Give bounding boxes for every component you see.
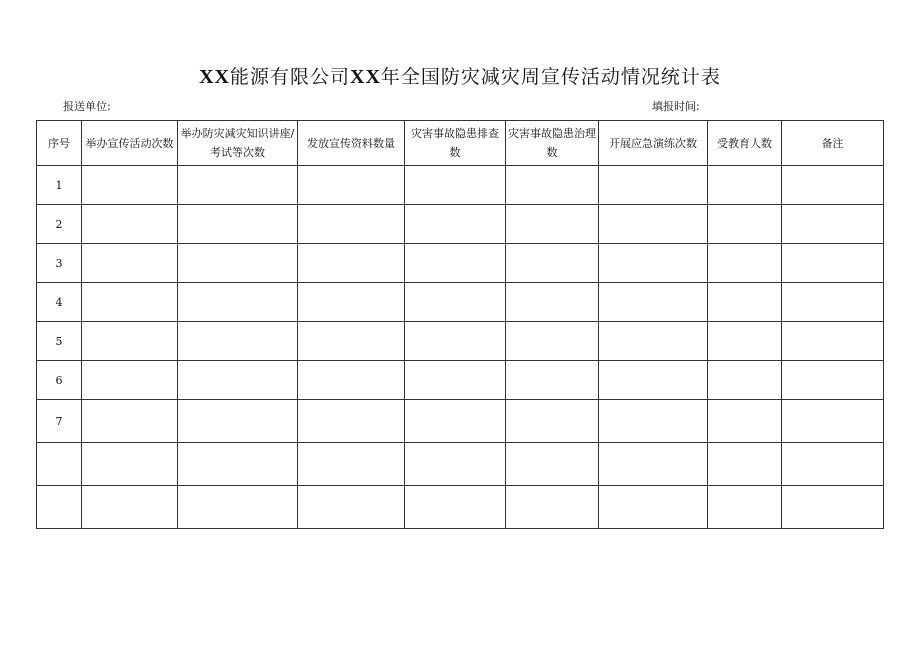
table-cell[interactable]	[82, 244, 178, 283]
table-cell[interactable]	[82, 400, 178, 443]
table-cell[interactable]	[298, 166, 405, 205]
title-year: XX	[350, 66, 381, 88]
table-cell[interactable]	[178, 400, 298, 443]
table-cell[interactable]	[405, 486, 506, 529]
row-serial-no: 3	[37, 244, 82, 283]
table-cell[interactable]	[82, 443, 178, 486]
header-lectures-count: 举办防灾减灾知识讲座/考试等次数	[178, 121, 298, 166]
header-serial-no: 序号	[37, 121, 82, 166]
table-cell[interactable]	[405, 400, 506, 443]
table-cell[interactable]	[599, 244, 708, 283]
header-hazard-rectification: 灾害事故隐患治理数	[506, 121, 599, 166]
table-cell[interactable]	[782, 166, 884, 205]
table-row	[37, 486, 884, 529]
table-cell[interactable]	[178, 205, 298, 244]
row-serial-no	[37, 486, 82, 529]
table-cell[interactable]	[782, 244, 884, 283]
table-cell[interactable]	[298, 244, 405, 283]
row-serial-no: 1	[37, 166, 82, 205]
table-cell[interactable]	[506, 244, 599, 283]
table-row	[37, 205, 884, 244]
table-cell[interactable]	[178, 361, 298, 400]
table-cell[interactable]	[298, 443, 405, 486]
table-cell[interactable]	[506, 166, 599, 205]
table-row	[37, 361, 884, 400]
document-title	[0, 62, 920, 89]
table-cell[interactable]	[599, 400, 708, 443]
table-cell[interactable]	[599, 486, 708, 529]
table-cell[interactable]	[599, 322, 708, 361]
fill-time-label: 填报时间:	[652, 100, 700, 113]
row-serial-no: 7	[37, 400, 82, 443]
title-rest: 年全国防灾减灾周宣传活动情况统计表	[380, 66, 721, 88]
table-cell[interactable]	[782, 205, 884, 244]
table-cell[interactable]	[82, 486, 178, 529]
header-hazard-inspection: 灾害事故隐患排查数	[405, 121, 506, 166]
table-header-row	[37, 121, 884, 166]
row-serial-no: 2	[37, 205, 82, 244]
table-row	[37, 166, 884, 205]
table-cell[interactable]	[708, 400, 782, 443]
table-cell[interactable]	[298, 283, 405, 322]
table-cell[interactable]	[298, 322, 405, 361]
table-cell[interactable]	[599, 166, 708, 205]
table-cell[interactable]	[298, 486, 405, 529]
table-cell[interactable]	[708, 322, 782, 361]
table-cell[interactable]	[178, 486, 298, 529]
table-cell[interactable]	[599, 205, 708, 244]
title-company: 能源有限公司	[229, 66, 350, 88]
submitting-unit-label: 报送单位:	[63, 100, 111, 113]
header-educated-people: 受教育人数	[708, 121, 782, 166]
table-cell[interactable]	[708, 205, 782, 244]
table-row	[37, 322, 884, 361]
table-cell[interactable]	[82, 322, 178, 361]
table-row	[37, 400, 884, 443]
table-cell[interactable]	[708, 166, 782, 205]
table-cell[interactable]	[599, 361, 708, 400]
table-cell[interactable]	[599, 283, 708, 322]
table-cell[interactable]	[708, 283, 782, 322]
table-cell[interactable]	[178, 166, 298, 205]
table-cell[interactable]	[178, 322, 298, 361]
table-cell[interactable]	[405, 283, 506, 322]
table-cell[interactable]	[708, 443, 782, 486]
table-cell[interactable]	[708, 486, 782, 529]
table-cell[interactable]	[405, 244, 506, 283]
table-cell[interactable]	[506, 400, 599, 443]
table-cell[interactable]	[178, 443, 298, 486]
table-cell[interactable]	[782, 486, 884, 529]
table-cell[interactable]	[298, 361, 405, 400]
table-cell[interactable]	[82, 205, 178, 244]
table-cell[interactable]	[782, 400, 884, 443]
table-cell[interactable]	[405, 322, 506, 361]
table-cell[interactable]	[178, 283, 298, 322]
row-serial-no: 5	[37, 322, 82, 361]
table-cell[interactable]	[178, 244, 298, 283]
table-cell[interactable]	[298, 400, 405, 443]
header-drills-count: 开展应急演练次数	[599, 121, 708, 166]
table-cell[interactable]	[708, 244, 782, 283]
row-serial-no: 4	[37, 283, 82, 322]
table-cell[interactable]	[782, 283, 884, 322]
table-cell[interactable]	[506, 205, 599, 244]
header-materials-count: 发放宣传资料数量	[298, 121, 405, 166]
table-cell[interactable]	[405, 205, 506, 244]
table-cell[interactable]	[298, 205, 405, 244]
title-prefix: XX	[199, 66, 230, 88]
table-row	[37, 443, 884, 486]
header-remarks: 备注	[782, 121, 884, 166]
table-cell[interactable]	[506, 486, 599, 529]
table-cell[interactable]	[506, 283, 599, 322]
table-cell[interactable]	[405, 361, 506, 400]
table-cell[interactable]	[782, 443, 884, 486]
table-cell[interactable]	[782, 322, 884, 361]
table-cell[interactable]	[782, 361, 884, 400]
row-serial-no	[37, 443, 82, 486]
table-cell[interactable]	[506, 443, 599, 486]
table-row	[37, 283, 884, 322]
table-cell[interactable]	[599, 443, 708, 486]
header-activities-count: 举办宣传活动次数	[82, 121, 178, 166]
statistics-table	[36, 120, 884, 529]
table-cell[interactable]	[82, 283, 178, 322]
table-cell[interactable]	[82, 166, 178, 205]
table-cell[interactable]	[708, 361, 782, 400]
table-cell[interactable]	[82, 361, 178, 400]
table-cell[interactable]	[506, 361, 599, 400]
table-row	[37, 244, 884, 283]
table-cell[interactable]	[405, 443, 506, 486]
row-serial-no: 6	[37, 361, 82, 400]
table-cell[interactable]	[506, 322, 599, 361]
table-cell[interactable]	[405, 166, 506, 205]
